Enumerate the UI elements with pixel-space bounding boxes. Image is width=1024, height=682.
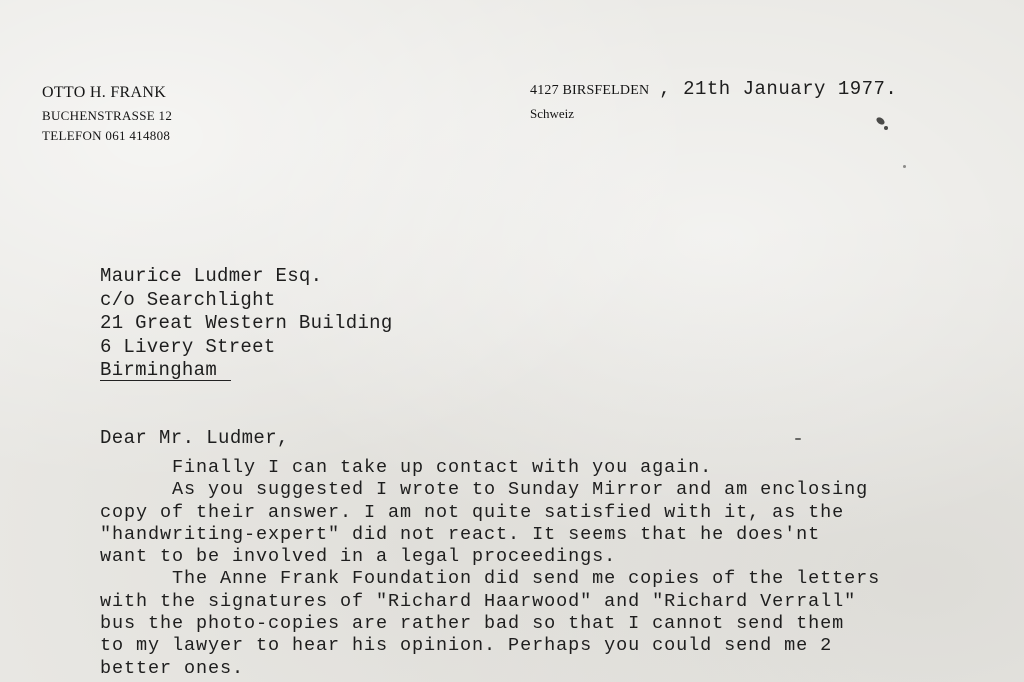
address-line: 6 Livery Street — [100, 335, 276, 358]
recipient-address — [100, 265, 393, 383]
letter-body — [100, 457, 1020, 680]
body-line: The Anne Frank Foundation did send me copies of the letters — [172, 568, 881, 590]
address-city: Birmingham — [100, 360, 231, 381]
address-line: Maurice Ludmer Esq. — [100, 265, 323, 287]
sender-city: 4127 BIRSFELDEN — [530, 83, 650, 98]
body-line: As you suggested I wrote to Sunday Mirror and am enclosing — [172, 479, 869, 501]
paper-fleck — [795, 438, 801, 440]
body-line: better ones. — [100, 657, 245, 679]
body-line: to my lawyer to hear his opinion. Perhaps you could send me 2 — [100, 635, 833, 657]
letterhead — [42, 82, 172, 144]
paper-fleck — [903, 165, 906, 168]
sender-street: BUCHENSTRASSE 12 — [42, 108, 173, 123]
place-and-date — [530, 78, 897, 122]
body-line: Finally I can take up contact with you again. — [172, 457, 713, 478]
body-line: "handwriting-expert" did not react. It seems that he does'nt — [100, 523, 821, 545]
sender-name: OTTO H. FRANK — [42, 84, 167, 101]
body-line: with the signatures of "Richard Haarwood" and "Richard Verrall" — [100, 590, 857, 612]
address-line: 21 Great Western Building — [100, 312, 393, 334]
address-line: c/o Searchlight — [100, 288, 276, 311]
salutation: Dear Mr. Ludmer, — [100, 427, 289, 449]
sender-phone: TELEFON 061 414808 — [42, 128, 171, 143]
sender-country: Schweiz — [530, 106, 575, 121]
letter-date: , 21th January 1977. — [659, 78, 898, 100]
paper-fleck — [884, 126, 888, 130]
body-line: bus the photo-copies are rather bad so that I cannot send them — [100, 613, 845, 635]
body-line: copy of their answer. I am not quite satisfied with it, as the — [100, 501, 845, 523]
body-line: want to be involved in a legal proceedings. — [100, 546, 617, 568]
